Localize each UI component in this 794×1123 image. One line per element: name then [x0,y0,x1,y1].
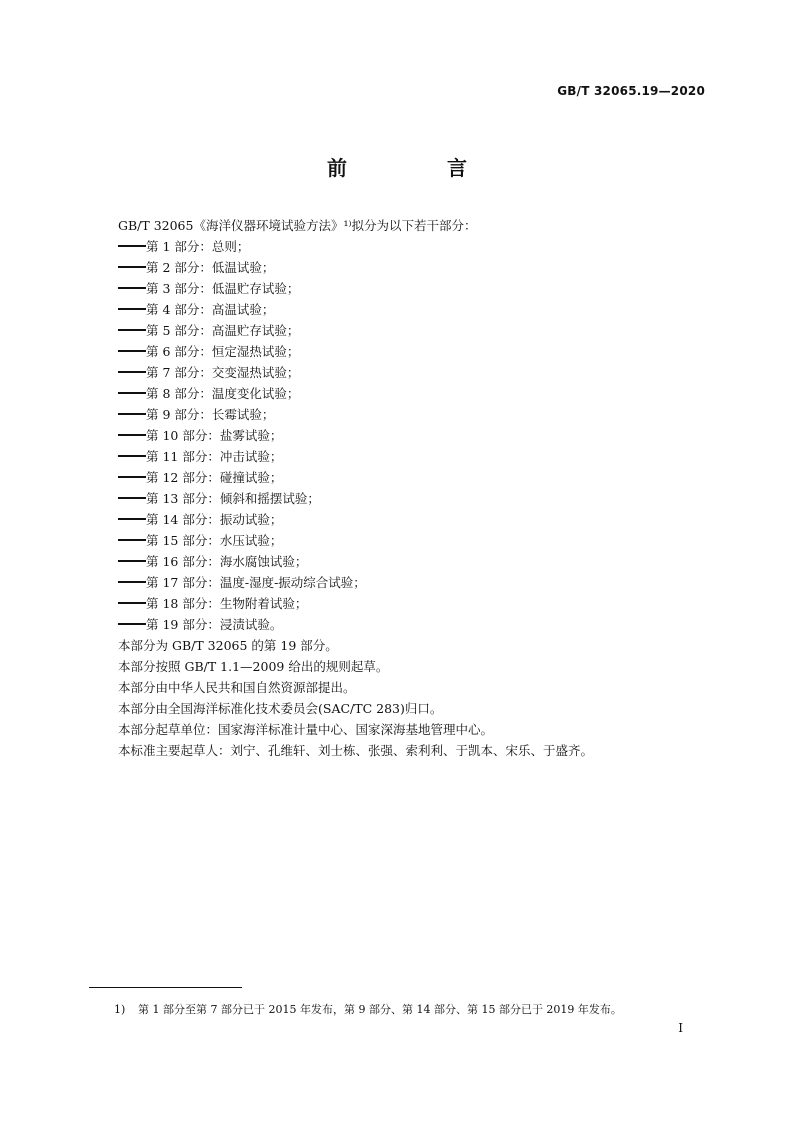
part-list-item [118,425,718,446]
part-list-item [118,467,718,488]
em-dash-marker [118,413,146,415]
part-label: 第 4 部分：高温试验； [146,302,275,317]
part-list-item [118,572,718,593]
part-list-item [118,530,718,551]
part-list-item [118,488,718,509]
parts-list [118,236,718,635]
part-label: 第 10 部分：盐雾试验； [146,428,283,443]
em-dash-marker [118,497,146,499]
em-dash-marker [118,287,146,289]
em-dash-marker [118,245,146,247]
part-list-item [118,278,718,299]
part-list-item [118,551,718,572]
part-list-item [118,383,718,404]
footnote-text: 第 1 部分至第 7 部分已于 2015 年发布，第 9 部分、第 14 部分、第 15 部分已于 2019 年发布。 [138,1003,622,1016]
footnote-rule [89,987,242,988]
part-list-item [118,593,718,614]
em-dash-marker [118,371,146,373]
statement-line: 本部分由中华人民共和国自然资源部提出。 [118,680,356,695]
em-dash-marker [118,602,146,604]
intro-line: GB/T 32065《海洋仪器环境试验方法》¹⁾拟分为以下若干部分： [118,218,477,233]
em-dash-marker [118,518,146,520]
part-list-item [118,257,718,278]
em-dash-marker [118,434,146,436]
em-dash-marker [118,392,146,394]
em-dash-marker [118,266,146,268]
em-dash-marker [118,476,146,478]
statement-line: 本部分为 GB/T 32065 的第 19 部分。 [118,638,338,653]
part-label: 第 19 部分：浸渍试验。 [146,617,283,632]
part-list-item [118,614,718,635]
statement-line: 本标准主要起草人：刘宁、孔维轩、刘士栋、张强、索利利、于凯本、宋乐、于盛齐。 [118,743,594,758]
part-label: 第 6 部分：恒定湿热试验； [146,344,300,359]
part-label: 第 2 部分：低温试验； [146,260,275,275]
part-label: 第 15 部分：水压试验； [146,533,283,548]
em-dash-marker [118,623,146,625]
part-label: 第 16 部分：海水腐蚀试验； [146,554,308,569]
part-label: 第 3 部分：低温贮存试验； [146,281,300,296]
part-label: 第 8 部分：温度变化试验； [146,386,300,401]
part-label: 第 5 部分：高温贮存试验； [146,323,300,338]
part-label: 第 11 部分：冲击试验； [146,449,283,464]
part-list-item [118,236,718,257]
footnote-marker: 1) [114,1003,126,1016]
em-dash-marker [118,329,146,331]
em-dash-marker [118,581,146,583]
part-list-item [118,509,718,530]
part-label: 第 13 部分：倾斜和摇摆试验； [146,491,320,506]
statement-line: 本部分按照 GB/T 1.1—2009 给出的规则起草。 [118,659,389,674]
part-list-item [118,446,718,467]
part-label: 第 9 部分：长霉试验； [146,407,275,422]
statements-list [118,635,718,761]
part-label: 第 1 部分：总则； [146,239,250,254]
em-dash-marker [118,455,146,457]
part-list-item [118,404,718,425]
standard-code: GB/T 32065.19—2020 [557,84,705,98]
em-dash-marker [118,350,146,352]
part-label: 第 7 部分：交变湿热试验； [146,365,300,380]
page-number: I [678,1021,683,1035]
part-list-item [118,362,718,383]
part-label: 第 12 部分：碰撞试验； [146,470,283,485]
statement-line: 本部分起草单位：国家海洋标准计量中心、国家深海基地管理中心。 [118,722,494,737]
em-dash-marker [118,308,146,310]
part-list-item [118,341,718,362]
em-dash-marker [118,539,146,541]
part-label: 第 18 部分：生物附着试验； [146,596,308,611]
part-list-item [118,299,718,320]
part-label: 第 17 部分：温度-湿度-振动综合试验； [146,575,366,590]
page-title: 前 言 [327,156,507,180]
part-label: 第 14 部分：振动试验； [146,512,283,527]
em-dash-marker [118,560,146,562]
footnote [114,1001,622,1017]
foreword-body [118,215,718,761]
part-list-item [118,320,718,341]
statement-line: 本部分由全国海洋标准化技术委员会(SAC/TC 283)归口。 [118,701,443,716]
